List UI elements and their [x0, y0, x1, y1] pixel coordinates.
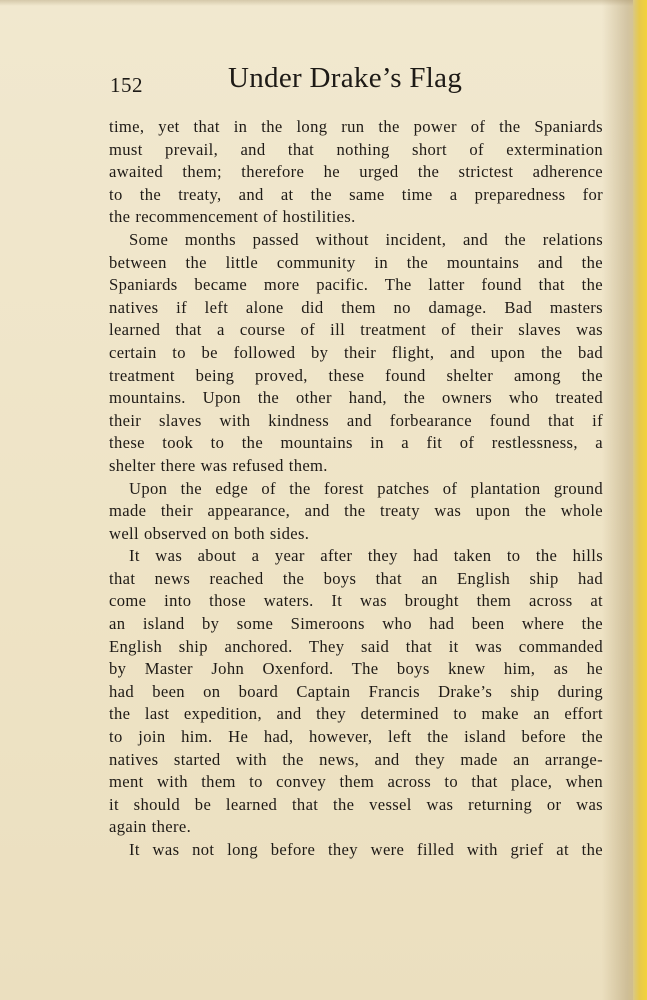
paragraph-line: their slaves with kindness and forbearance found that if [109, 410, 603, 430]
paragraph-line: ment with them to convey them across to that place, when [109, 772, 603, 792]
paragraph-line: an island by some Simeroons who had been where the [109, 614, 603, 634]
paragraph-line: treatment being proved, these found shelter among the [109, 365, 603, 385]
paragraph-line: to join him. He had, however, left the island before the [109, 727, 603, 747]
paragraph-line: come into those waters. It was brought them across at [109, 591, 603, 611]
paragraph-line: to the treaty, and at the same time a preparedness for [109, 184, 603, 204]
paragraph-line: Upon the edge of the forest patches of plantation ground [129, 478, 603, 498]
paragraph-line: between the little community in the mountains and the [109, 252, 603, 272]
paragraph-line: Some months passed without incident, and the relations [129, 229, 603, 249]
paragraph-line: the recommencement of hostilities. [109, 207, 356, 227]
paragraph-line: It was about a year after they had taken to the hills [129, 546, 603, 566]
paragraph-line: well observed on both sides. [109, 523, 310, 543]
paragraph-line: time, yet that in the long run the power of the Spaniards [109, 117, 603, 136]
paragraph-line: made their appearance, and the treaty was upon the whole [109, 501, 603, 521]
page-header [109, 62, 603, 102]
running-title: Under Drake’s Flag [228, 62, 463, 94]
paragraph-line: these took to the mountains in a fit of restlessness, a [109, 433, 603, 453]
paragraph-line: mountains. Upon the other hand, the owners who treated [109, 388, 603, 408]
paragraph-line: English ship anchored. They said that it was commanded [109, 636, 603, 656]
paragraph-line: learned that a course of ill treatment of their slaves was [109, 320, 603, 340]
paragraph-line: It was not long before they were filled with grief at the [129, 840, 603, 859]
paragraph-line: had been on board Captain Francis Drake’s ship during [109, 681, 603, 701]
paragraph-line: again there. [109, 817, 192, 837]
page-top-edge [0, 0, 647, 6]
paragraph-line: it should be learned that the vessel was returning or was [109, 794, 603, 814]
body-text [109, 116, 603, 862]
paragraph-line: that news reached the boys that an English ship had [109, 568, 603, 588]
paragraph-line: natives started with the news, and they made an arrange- [109, 749, 603, 769]
paragraph-line: the last expedition, and they determined to make an effort [109, 704, 603, 724]
page-number: 152 [110, 73, 143, 97]
paragraph-line: shelter there was refused them. [109, 455, 328, 475]
paragraph-line: Spaniards became more pacific. The latter found that the [109, 275, 603, 295]
page-spine-edge [633, 0, 647, 1000]
paragraph-line: natives if left alone did them no damage. Bad masters [109, 297, 603, 317]
paragraph-line: must prevail, and that nothing short of extermination [109, 139, 603, 159]
paragraph-line: by Master John Oxenford. The boys knew him, as he [109, 659, 603, 679]
paragraph-line: certain to be followed by their flight, and upon the bad [109, 342, 603, 362]
paragraph-line: awaited them; therefore he urged the strictest adherence [109, 162, 603, 182]
